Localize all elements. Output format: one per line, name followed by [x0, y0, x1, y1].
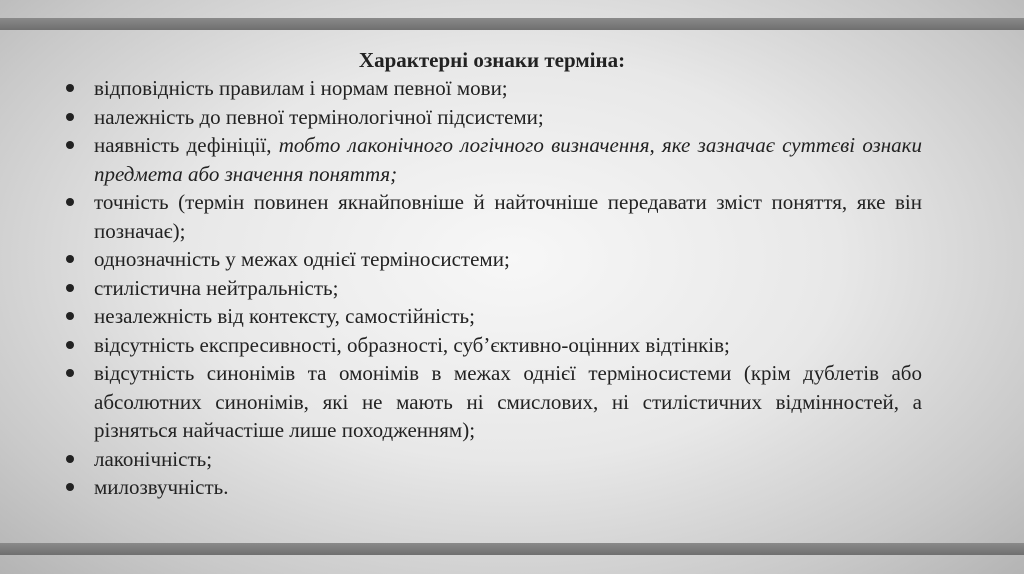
bullet-icon [66, 483, 74, 491]
list-item [62, 473, 922, 502]
bullet-icon [66, 312, 74, 320]
list-item [62, 103, 922, 132]
list-item [62, 245, 922, 274]
list-item-text: однозначність у межах однієї терміносистеми; [94, 247, 510, 271]
bottom-decorative-band [0, 543, 1024, 555]
list-item-text: відповідність правилам і нормам певної мови; [94, 76, 508, 100]
slide-title: Характерні ознаки терміна: [358, 48, 626, 72]
list-item-text: стилістична нейтральність; [94, 275, 339, 300]
list-item [62, 302, 922, 331]
bullet-icon [66, 369, 74, 377]
bullet-icon [66, 284, 74, 292]
list-item [62, 188, 922, 245]
feature-list [62, 74, 922, 502]
top-decorative-band [0, 18, 1024, 30]
list-item-italic-text: тобто лаконічного логічного визначення, яке зазначає суттєві ознаки предмета або значення поняття; [94, 133, 922, 186]
list-item-text: відсутність експресивності, образності, суб’єктивно-оцінних відтінків; [94, 332, 730, 357]
list-item [62, 445, 922, 474]
bullet-icon [66, 341, 74, 349]
list-item [62, 74, 922, 103]
bullet-icon [66, 198, 74, 206]
list-item-text: лаконічність; [94, 446, 213, 471]
bullet-icon [66, 141, 74, 149]
list-item [62, 331, 922, 360]
list-item [62, 359, 922, 445]
bullet-icon [66, 84, 74, 92]
slide-content [62, 46, 922, 502]
bullet-icon [66, 255, 74, 263]
list-item [62, 131, 922, 188]
list-item-text: наявність дефініції, [94, 133, 279, 157]
list-item-text: милозвучність. [94, 475, 229, 499]
list-item-text: належність до певної термінологічної підсистеми; [94, 104, 544, 129]
list-item-text: відсутність синонімів та омонімів в межах однієї терміносистеми (крім дублетів або абсолютних синонімів, які не мають ні смислових, ні стилістичних відмінностей, а різняться найчастіше лише походженням); [94, 361, 922, 442]
bullet-icon [66, 455, 74, 463]
list-item [62, 274, 922, 303]
bullet-icon [66, 113, 74, 121]
list-item-text: незалежність від контексту, самостійність; [94, 304, 475, 328]
list-item-text: точність (термін повинен якнайповніше й найточніше передавати зміст поняття, яке він позначає); [94, 190, 922, 243]
